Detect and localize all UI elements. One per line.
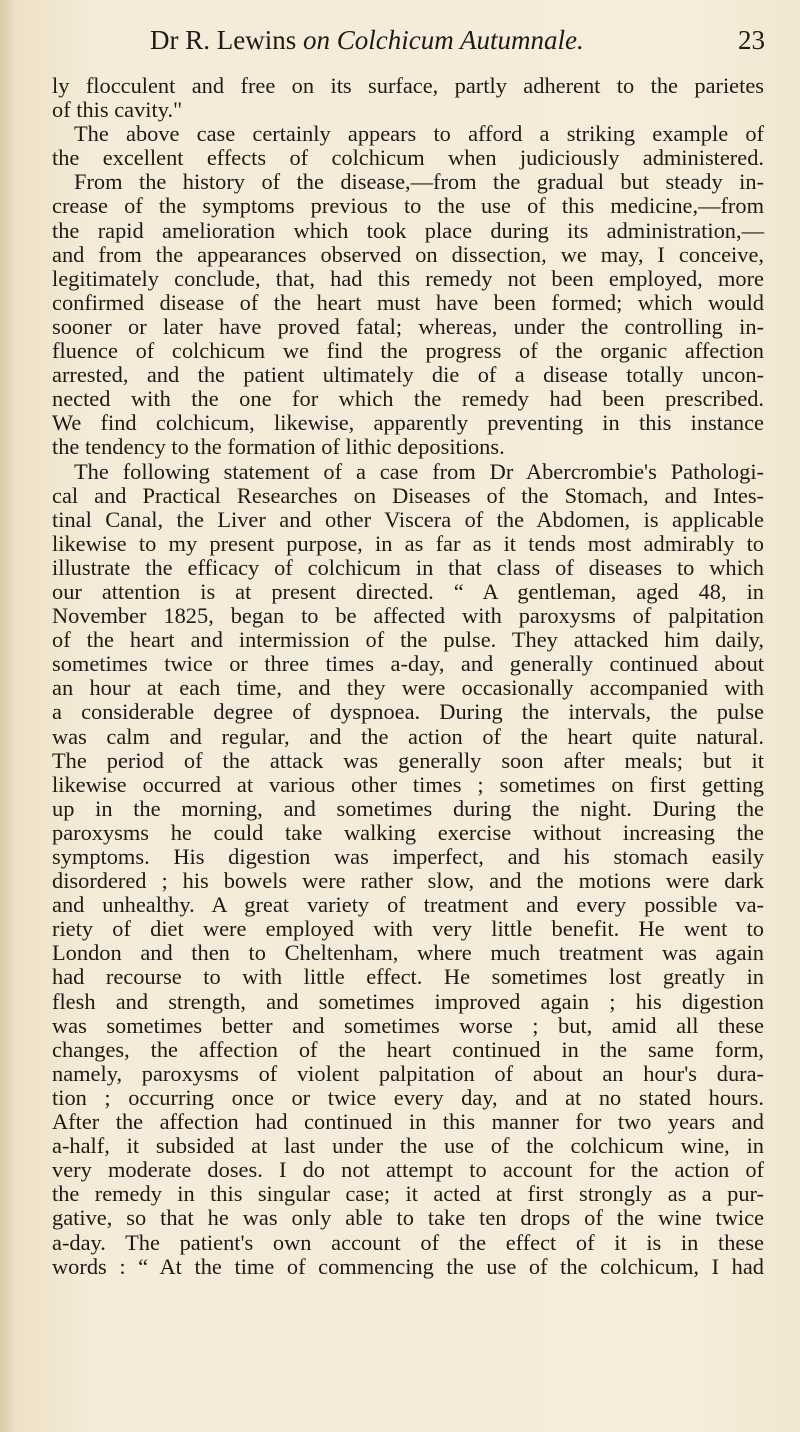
running-header	[150, 20, 765, 60]
text-line: flesh and strength, and sometimes improved again ; his digestion	[52, 988, 764, 1014]
text-line: up in the morning, and sometimes during the night. During the	[52, 795, 764, 821]
text-line: We find colchicum, likewise, apparently preventing in this instance	[52, 410, 764, 436]
text-line: paroxysms he could take walking exercise without increasing the	[52, 819, 764, 845]
text-line: the excellent effects of colchicum when judiciously administered.	[52, 145, 764, 171]
text-line: ly flocculent and free on its surface, partly adherent to the parietes	[52, 73, 764, 98]
text-line: a-half, it subsided at last under the use of the colchicum wine, in	[52, 1133, 764, 1159]
text-line: riety of diet were employed with very little benefit. He went to	[52, 916, 764, 942]
text-line: confirmed disease of the heart must have been formed; which would	[52, 289, 764, 315]
text-line: The period of the attack was generally soon after meals; but it	[52, 747, 764, 773]
text-line: was sometimes better and sometimes worse ; but, amid all these	[52, 1012, 764, 1038]
text-line: November 1825, began to be affected with paroxysms of palpitation	[52, 603, 764, 629]
text-line: legitimately conclude, that, had this remedy not been employed, more	[52, 265, 764, 291]
text-line: After the affection had continued in this manner for two years and	[52, 1109, 764, 1135]
text-line: words : “ At the time of commencing the use of the colchicum, I had	[52, 1253, 764, 1279]
text-line: The above case certainly appears to afford a striking example of	[74, 121, 764, 147]
text-line: tinal Canal, the Liver and other Viscera of the Abdomen, is applicable	[52, 506, 764, 532]
running-title	[150, 20, 584, 60]
text-line: tion ; occurring once or twice every day, and at no stated hours.	[52, 1084, 764, 1110]
text-line: likewise occurred at various other times ; sometimes on first getting	[52, 771, 764, 797]
text-line: changes, the affection of the heart continued in the same form,	[52, 1036, 764, 1062]
text-line: of this cavity."	[52, 97, 183, 123]
text-line: cal and Practical Researches on Diseases of the Stomach, and Intes-	[52, 482, 764, 508]
text-line: crease of the symptoms previous to the use of this medicine,—from	[52, 193, 764, 219]
text-line: symptoms. His digestion was imperfect, and his stomach easily	[52, 844, 764, 869]
running-title-roman: Dr R. Lewins	[150, 25, 303, 55]
text-line: sometimes twice or three times a-day, and generally continued about	[52, 651, 764, 677]
page-number: 23	[738, 25, 765, 55]
text-line: the remedy in this singular case; it acted at first strongly as a pur-	[52, 1181, 764, 1207]
text-line: fluence of colchicum we find the progress of the organic affection	[52, 338, 764, 364]
text-line: illustrate the efficacy of colchicum in that class of diseases to which	[52, 554, 764, 580]
running-title-italic: on Colchicum Autumnale.	[302, 25, 584, 55]
text-line: a considerable degree of dyspnoea. During the intervals, the pulse	[52, 699, 764, 725]
text-line: disordered ; his bowels were rather slow, and the motions were dark	[52, 868, 764, 894]
text-line: London and then to Cheltenham, where much treatment was again	[52, 940, 764, 966]
text-line: The following statement of a case from Dr Abercrombie's Pathologi-	[74, 458, 764, 484]
text-line: sooner or later have proved fatal; whereas, under the controlling in-	[52, 313, 764, 339]
text-line: had recourse to with little effect. He sometimes lost greatly in	[52, 964, 764, 990]
text-line: our attention is at present directed. “ A gentleman, aged 48, in	[52, 578, 764, 604]
text-line: and unhealthy. A great variety of treatment and every possible va-	[52, 892, 764, 918]
text-line: namely, paroxysms of violent palpitation of about an hour's dura-	[52, 1060, 764, 1086]
body-text	[52, 74, 764, 1279]
text-line: and from the appearances observed on dissection, we may, I conceive,	[52, 241, 764, 267]
binding-gutter	[0, 0, 14, 1432]
text-line: likewise to my present purpose, in as far as it tends most admirably to	[52, 530, 764, 556]
text-line: was calm and regular, and the action of the heart quite natural.	[52, 723, 764, 749]
text-line: an hour at each time, and they were occasionally accompanied with	[52, 675, 764, 701]
text-line: arrested, and the patient ultimately die of a disease totally uncon-	[52, 362, 764, 388]
text-line: a-day. The patient's own account of the effect of it is in these	[52, 1229, 764, 1255]
text-line: nected with the one for which the remedy had been prescribed.	[52, 386, 764, 412]
text-line: the tendency to the formation of lithic depositions.	[52, 434, 505, 460]
text-line: very moderate doses. I do not attempt to account for the action of	[52, 1157, 764, 1183]
text-line: the rapid amelioration which took place during its administration,—	[52, 217, 764, 243]
text-line: From the history of the disease,—from the gradual but steady in-	[74, 169, 764, 195]
text-line: gative, so that he was only able to take ten drops of the wine twice	[52, 1205, 764, 1231]
text-line: of the heart and intermission of the pulse. They attacked him daily,	[52, 627, 764, 653]
